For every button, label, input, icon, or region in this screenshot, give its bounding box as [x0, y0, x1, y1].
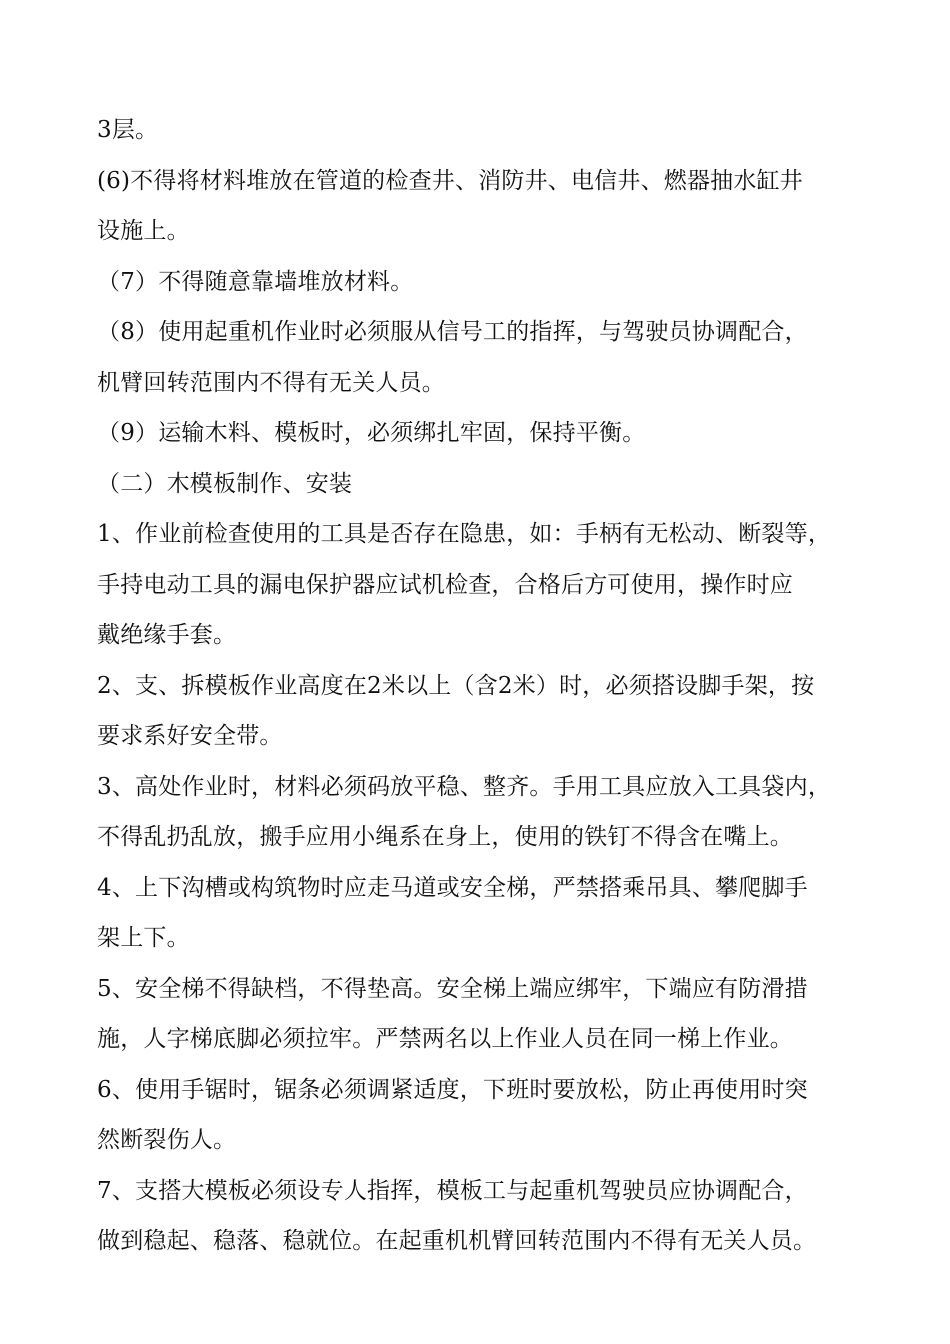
text-line: 不得乱扔乱放，搬手应用小绳系在身上，使用的铁钉不得含在嘴上。: [97, 824, 793, 850]
text-line: 1、作业前检查使用的工具是否存在隐患，如：手柄有无松动、断裂等，: [97, 521, 832, 547]
text-line: 2、支、拆模板作业高度在2米以上（含2米）时，必须搭设脚手架，按: [97, 672, 815, 699]
paragraph-point-3: [97, 762, 857, 863]
paragraph-item-6: [97, 156, 857, 257]
text-line: 3层。: [97, 117, 159, 143]
text-line: （9）运输木料、模板时，必须绑扎牢固，保持平衡。: [97, 420, 646, 446]
paragraph-point-2: [97, 661, 857, 762]
paragraph-item-7: [97, 257, 857, 308]
text-line: 要求系好安全带。: [97, 723, 283, 749]
paragraph-point-5: [97, 964, 857, 1065]
text-line: 机臂回转范围内不得有无关人员。: [97, 369, 445, 396]
text-line: 然断裂伤人。: [97, 1127, 237, 1153]
text-line: （8）使用起重机作业时必须服从信号工的指挥，与驾驶员协调配合，: [97, 319, 808, 345]
paragraph-point-1: [97, 509, 857, 661]
text-line: （二）木模板制作、安装: [97, 470, 353, 497]
text-line: 7、支搭大模板必须设专人指挥，模板工与起重机驾驶员应协调配合，: [97, 1177, 808, 1204]
text-line: 6、使用手锯时，锯条必须调紧适度，下班时要放松，防止再使用时突: [97, 1076, 808, 1103]
text-line: 施，人字梯底脚必须拉牢。严禁两名以上作业人员在同一梯上作业。: [97, 1026, 793, 1052]
text-line: （7）不得随意靠墙堆放材料。: [97, 268, 414, 295]
paragraph-point-7: [97, 1166, 857, 1267]
paragraph-item-8: [97, 307, 857, 408]
text-line: 5、安全梯不得缺档，不得垫高。安全梯上端应绑牢，下端应有防滑措: [97, 975, 808, 1002]
text-line: 3、高处作业时，材料必须码放平稳、整齐。手用工具应放入工具袋内，: [97, 773, 832, 800]
text-line: 架上下。: [97, 925, 190, 951]
paragraph-continuation: [97, 105, 857, 156]
paragraph-point-6: [97, 1065, 857, 1166]
document-body: [97, 105, 857, 1267]
paragraph-point-4: [97, 863, 857, 964]
section-heading: [97, 459, 857, 510]
text-line: 戴绝缘手套。: [97, 622, 237, 648]
text-line: 做到稳起、稳落、稳就位。在起重机机臂回转范围内不得有无关人员。: [97, 1228, 817, 1254]
paragraph-item-9: [97, 408, 857, 459]
text-line: 手持电动工具的漏电保护器应试机检查，合格后方可使用，操作时应: [97, 571, 793, 598]
text-line: (6)不得将材料堆放在管道的检查井、消防井、电信井、燃器抽水缸井: [97, 167, 803, 194]
text-line: 设施上。: [97, 218, 190, 244]
text-line: 4、上下沟槽或构筑物时应走马道或安全梯，严禁搭乘吊具、攀爬脚手: [97, 874, 808, 901]
